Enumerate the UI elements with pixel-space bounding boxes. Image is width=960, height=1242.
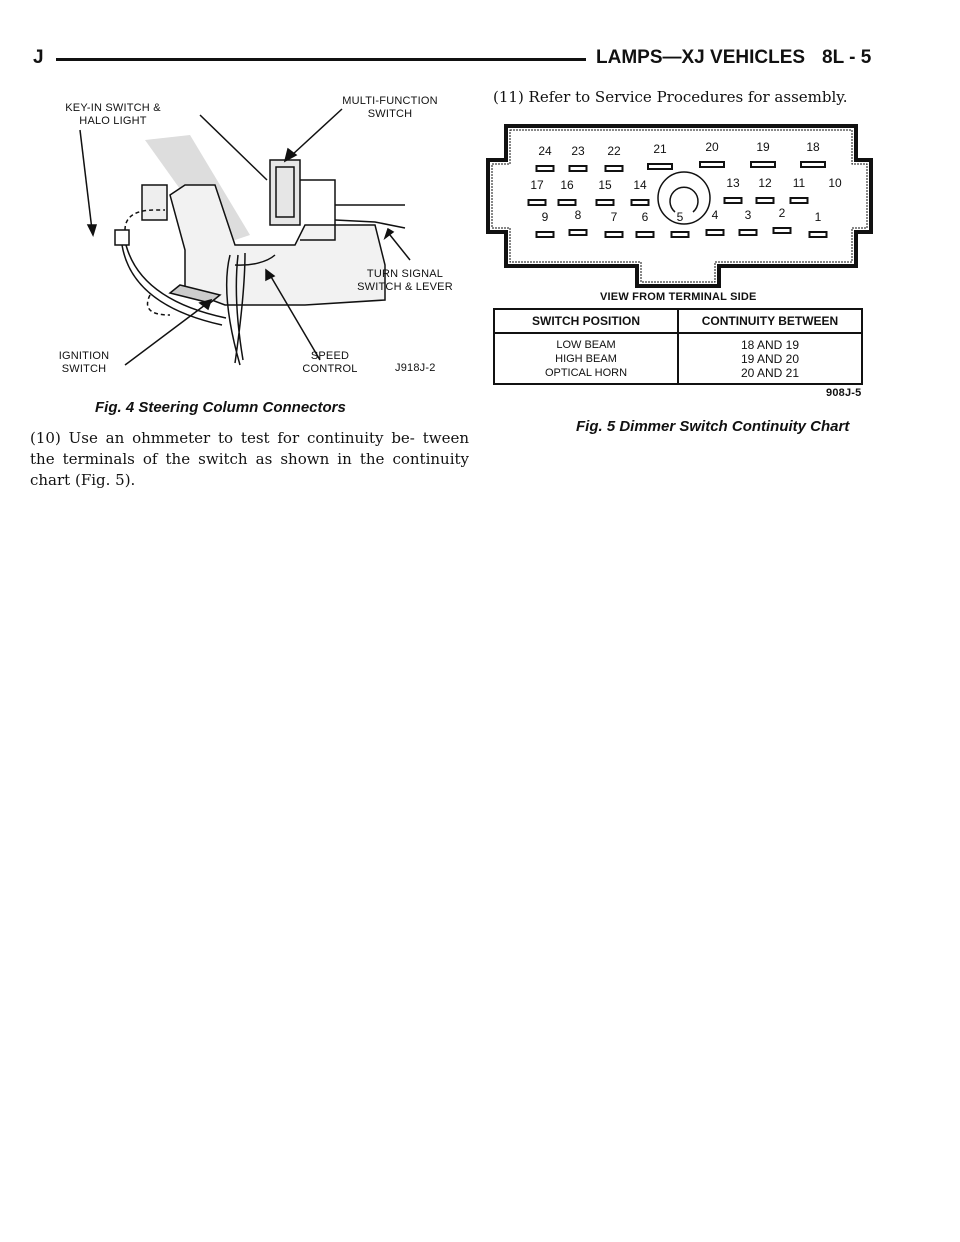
continuity-table <box>493 308 863 385</box>
pin-label: 12 <box>758 176 772 190</box>
pin-label: 11 <box>792 176 806 190</box>
pin-label: 6 <box>641 210 649 224</box>
label-ignition-switch: IGNITION SWITCH <box>58 350 110 375</box>
switch-position: HIGH BEAM <box>555 352 617 365</box>
terminal-slot <box>672 232 689 237</box>
pin-label: 1 <box>814 210 822 224</box>
figure-5-caption: Fig. 5 Dimmer Switch Continuity Chart <box>576 418 850 435</box>
terminal-slot <box>606 166 623 171</box>
pin-label: 24 <box>538 144 552 158</box>
terminal-slot <box>725 198 742 203</box>
label-multi-function-switch: MULTI-FUNCTION SWITCH <box>342 95 438 120</box>
terminal-slot <box>810 232 827 237</box>
terminal-slot <box>700 162 724 167</box>
label-turn-signal-switch: TURN SIGNAL SWITCH & LEVER <box>357 268 453 293</box>
header-section-letter: J <box>33 47 44 68</box>
terminal-slot <box>606 232 623 237</box>
pin-label: 20 <box>705 140 719 154</box>
terminal-slot <box>632 200 649 205</box>
pin-label: 21 <box>653 142 667 156</box>
continuity-value: 18 AND 19 <box>740 337 800 352</box>
header-continuity-between: CONTINUITY BETWEEN <box>678 309 862 333</box>
terminal-slot <box>570 230 587 235</box>
terminal-slot <box>791 198 808 203</box>
steering-column-illustration <box>30 85 470 395</box>
figure-code: 908J-5 <box>826 387 862 399</box>
figure-4-caption: Fig. 4 Steering Column Connectors <box>95 399 346 416</box>
terminal-slot <box>751 162 775 167</box>
terminal-slot <box>529 200 546 205</box>
view-from-terminal-side-label: VIEW FROM TERMINAL SIDE <box>600 291 757 303</box>
pin-label: 4 <box>711 208 719 222</box>
pin-label: 13 <box>726 176 740 190</box>
continuity-value: 20 AND 21 <box>740 365 800 380</box>
terminal-slot <box>537 166 554 171</box>
switch-position: OPTICAL HORN <box>544 366 628 379</box>
header-title: LAMPS—XJ VEHICLES <box>596 47 806 68</box>
pin-label: 2 <box>778 206 786 220</box>
terminal-slot <box>774 228 791 233</box>
pin-label: 5 <box>676 210 684 224</box>
terminal-slot <box>537 232 554 237</box>
pin-label: 18 <box>806 140 820 154</box>
header-switch-position: SWITCH POSITION <box>494 309 678 333</box>
pin-label: 19 <box>756 140 770 154</box>
terminal-slot <box>597 200 614 205</box>
pin-label: 10 <box>828 176 842 190</box>
figure-code: J918J-2 <box>395 362 436 374</box>
terminal-slot <box>740 230 757 235</box>
terminal-slot <box>757 198 774 203</box>
step-11-paragraph: (11) Refer to Service Procedures for assembly. <box>493 88 848 106</box>
pin-label: 7 <box>610 210 618 224</box>
header-page-number: 8L - 5 <box>822 47 872 68</box>
label-speed-control: SPEED CONTROL <box>302 350 358 375</box>
header-rule <box>56 58 586 61</box>
pin-label: 16 <box>560 178 574 192</box>
pin-label: 9 <box>541 210 549 224</box>
terminal-slot <box>637 232 654 237</box>
label-key-in-switch: KEY-IN SWITCH & HALO LIGHT <box>65 102 161 127</box>
step-10-paragraph: (10) Use an ohmmeter to test for continuity be- tween the terminals of the switch as shown in the continuity chart (Fig. 5). <box>30 429 469 489</box>
terminal-slot <box>570 166 587 171</box>
pin-label: 23 <box>571 144 585 158</box>
pin-label: 14 <box>633 178 647 192</box>
terminal-slot <box>559 200 576 205</box>
continuity-value: 19 AND 20 <box>740 351 800 366</box>
terminal-slot <box>707 230 724 235</box>
pin-label: 8 <box>574 208 582 222</box>
pin-label: 17 <box>530 178 544 192</box>
terminal-slot <box>648 164 672 169</box>
pin-label: 22 <box>607 144 621 158</box>
pin-label: 15 <box>598 178 612 192</box>
switch-position: LOW BEAM <box>556 338 616 351</box>
terminal-slot <box>801 162 825 167</box>
pin-label: 3 <box>744 208 752 222</box>
